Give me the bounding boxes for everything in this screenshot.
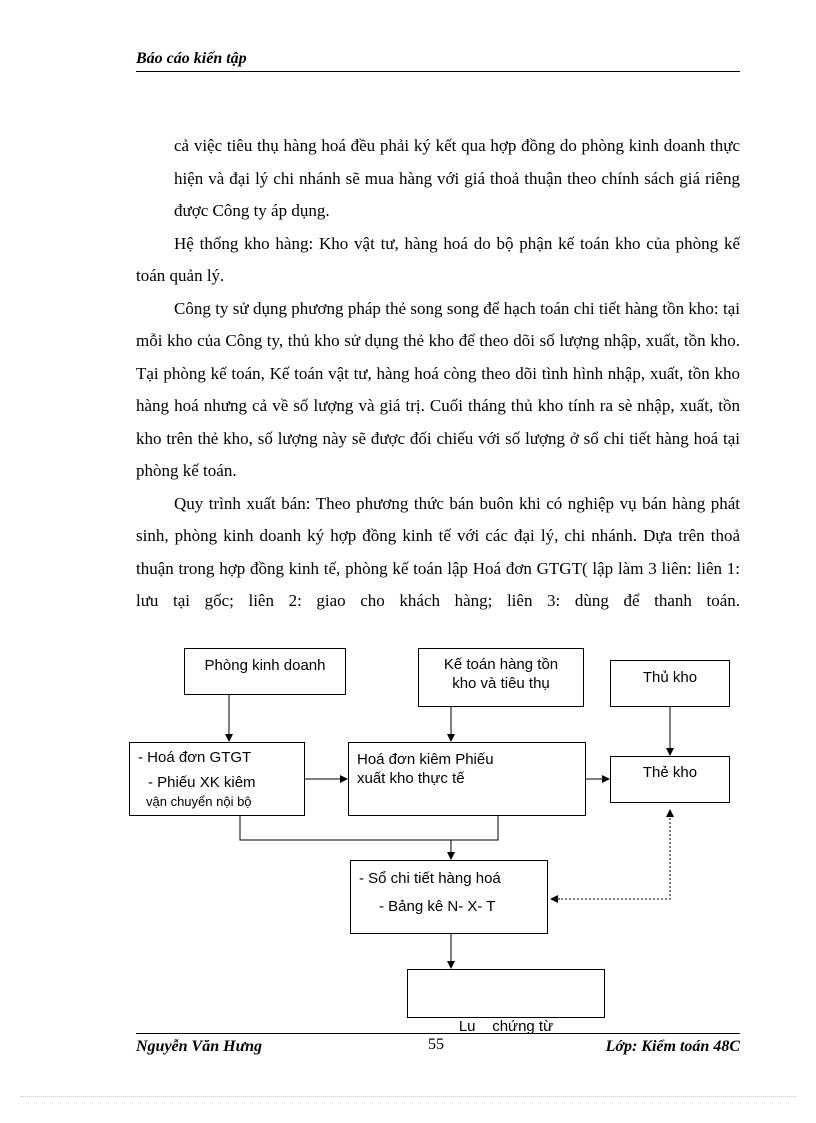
box-thu-kho: [610, 660, 730, 707]
thu-kho-label: Thủ kho: [642, 669, 698, 686]
box-hoa-don-kiem-phieu-xuat: [348, 742, 586, 816]
page-number: 55: [428, 1036, 444, 1053]
so-chi-tiet-line-2: - Bảng kê N- X- T: [379, 898, 496, 915]
luu-chung-tu-label: Lu chứng từ: [458, 1018, 554, 1035]
footer-author: Nguyễn Văn Hưng: [136, 1038, 263, 1055]
ke-toan-line-1: Kế toán hàng tồn: [443, 656, 559, 673]
box-luu-chung-tu: [407, 969, 605, 1035]
the-kho-label: Thẻ kho: [642, 764, 698, 781]
paragraph-2: Hệ thống kho hàng: Kho vật tư, hàng hoá do bộ phận kế toán kho của phòng kế toán quản lý.: [136, 233, 740, 285]
footer-rule: [136, 1033, 740, 1034]
hoa-don-line-2: - Phiếu XK kiêm: [148, 774, 256, 791]
paragraph-3: Công ty sử dụng phương pháp thẻ song song để hạch toán chi tiết hàng tồn kho: tại mỗi kho của Công ty, thủ kho sử dụng thẻ kho để theo dõi số lượng nhập, xuất, tồn kho. Tại phòng kế toán, Kế toán vật tư, hàng hoá còng theo dõi tình hình nhập, xuất, tồn kho hàng hoá nhưng cả về số lượng và giá trị. Cuối tháng thủ kho tính ra sè nhập, xuất, tồn kho trên thẻ kho, số lượng này sẽ được đối chiếu với số lượng ở sổ chi tiết hàng hoá tại phòng kế toán.: [136, 298, 740, 480]
paragraph-1: cả việc tiêu thụ hàng hoá đều phải ký kết qua hợp đồng do phòng kinh doanh thực hiện và đại lý chi nhánh sẽ mua hàng với giá thoả thuận theo chính sách giá riêng được Công ty áp dụng.: [174, 136, 740, 220]
box-the-kho: [610, 756, 730, 803]
hoa-don-kiem-line-2: xuất kho thực tế: [357, 770, 465, 787]
paragraph-4: Quy trình xuất bán: Theo phương thức bán buôn khi có nghiệp vụ bán hàng phát sinh, phòng kinh doanh ký hợp đồng kinh tế với các đại lý, chi nhánh. Dựa trên thoả thuận trong hợp đồng kinh tế, phòng kế toán lập Hoá đơn GTGT( lập làm 3 liên: liên 1: lưu tại gốc; liên 2: giao cho khách hàng; liên 3: dùng để thanh toán.: [136, 493, 740, 610]
box-ke-toan-hang-ton-kho: [418, 648, 584, 707]
dotted-reconcile-line: [553, 810, 670, 899]
hoa-don-line-1: - Hoá đơn GTGT: [138, 749, 252, 766]
so-chi-tiet-line-1: - Sổ chi tiết hàng hoá: [359, 870, 501, 887]
box-hoa-don-gtgt: [129, 742, 305, 816]
box-phong-kinh-doanh: [184, 648, 346, 695]
phong-kinh-doanh-label: Phòng kinh doanh: [204, 657, 326, 674]
hoa-don-kiem-line-1: Hoá đơn kiêm Phiếu: [357, 751, 494, 768]
page-bottom-border: [20, 1096, 796, 1097]
report-header: Báo cáo kiến tập: [136, 50, 247, 67]
ke-toan-line-2: kho và tiêu thụ: [452, 675, 550, 692]
merge-line: [240, 816, 498, 840]
footer-class: Lớp: Kiểm toán 48C: [605, 1038, 740, 1055]
hoa-don-line-3: vận chuyển nội bộ: [146, 794, 252, 809]
box-so-chi-tiet-hang-hoa: [350, 860, 548, 934]
